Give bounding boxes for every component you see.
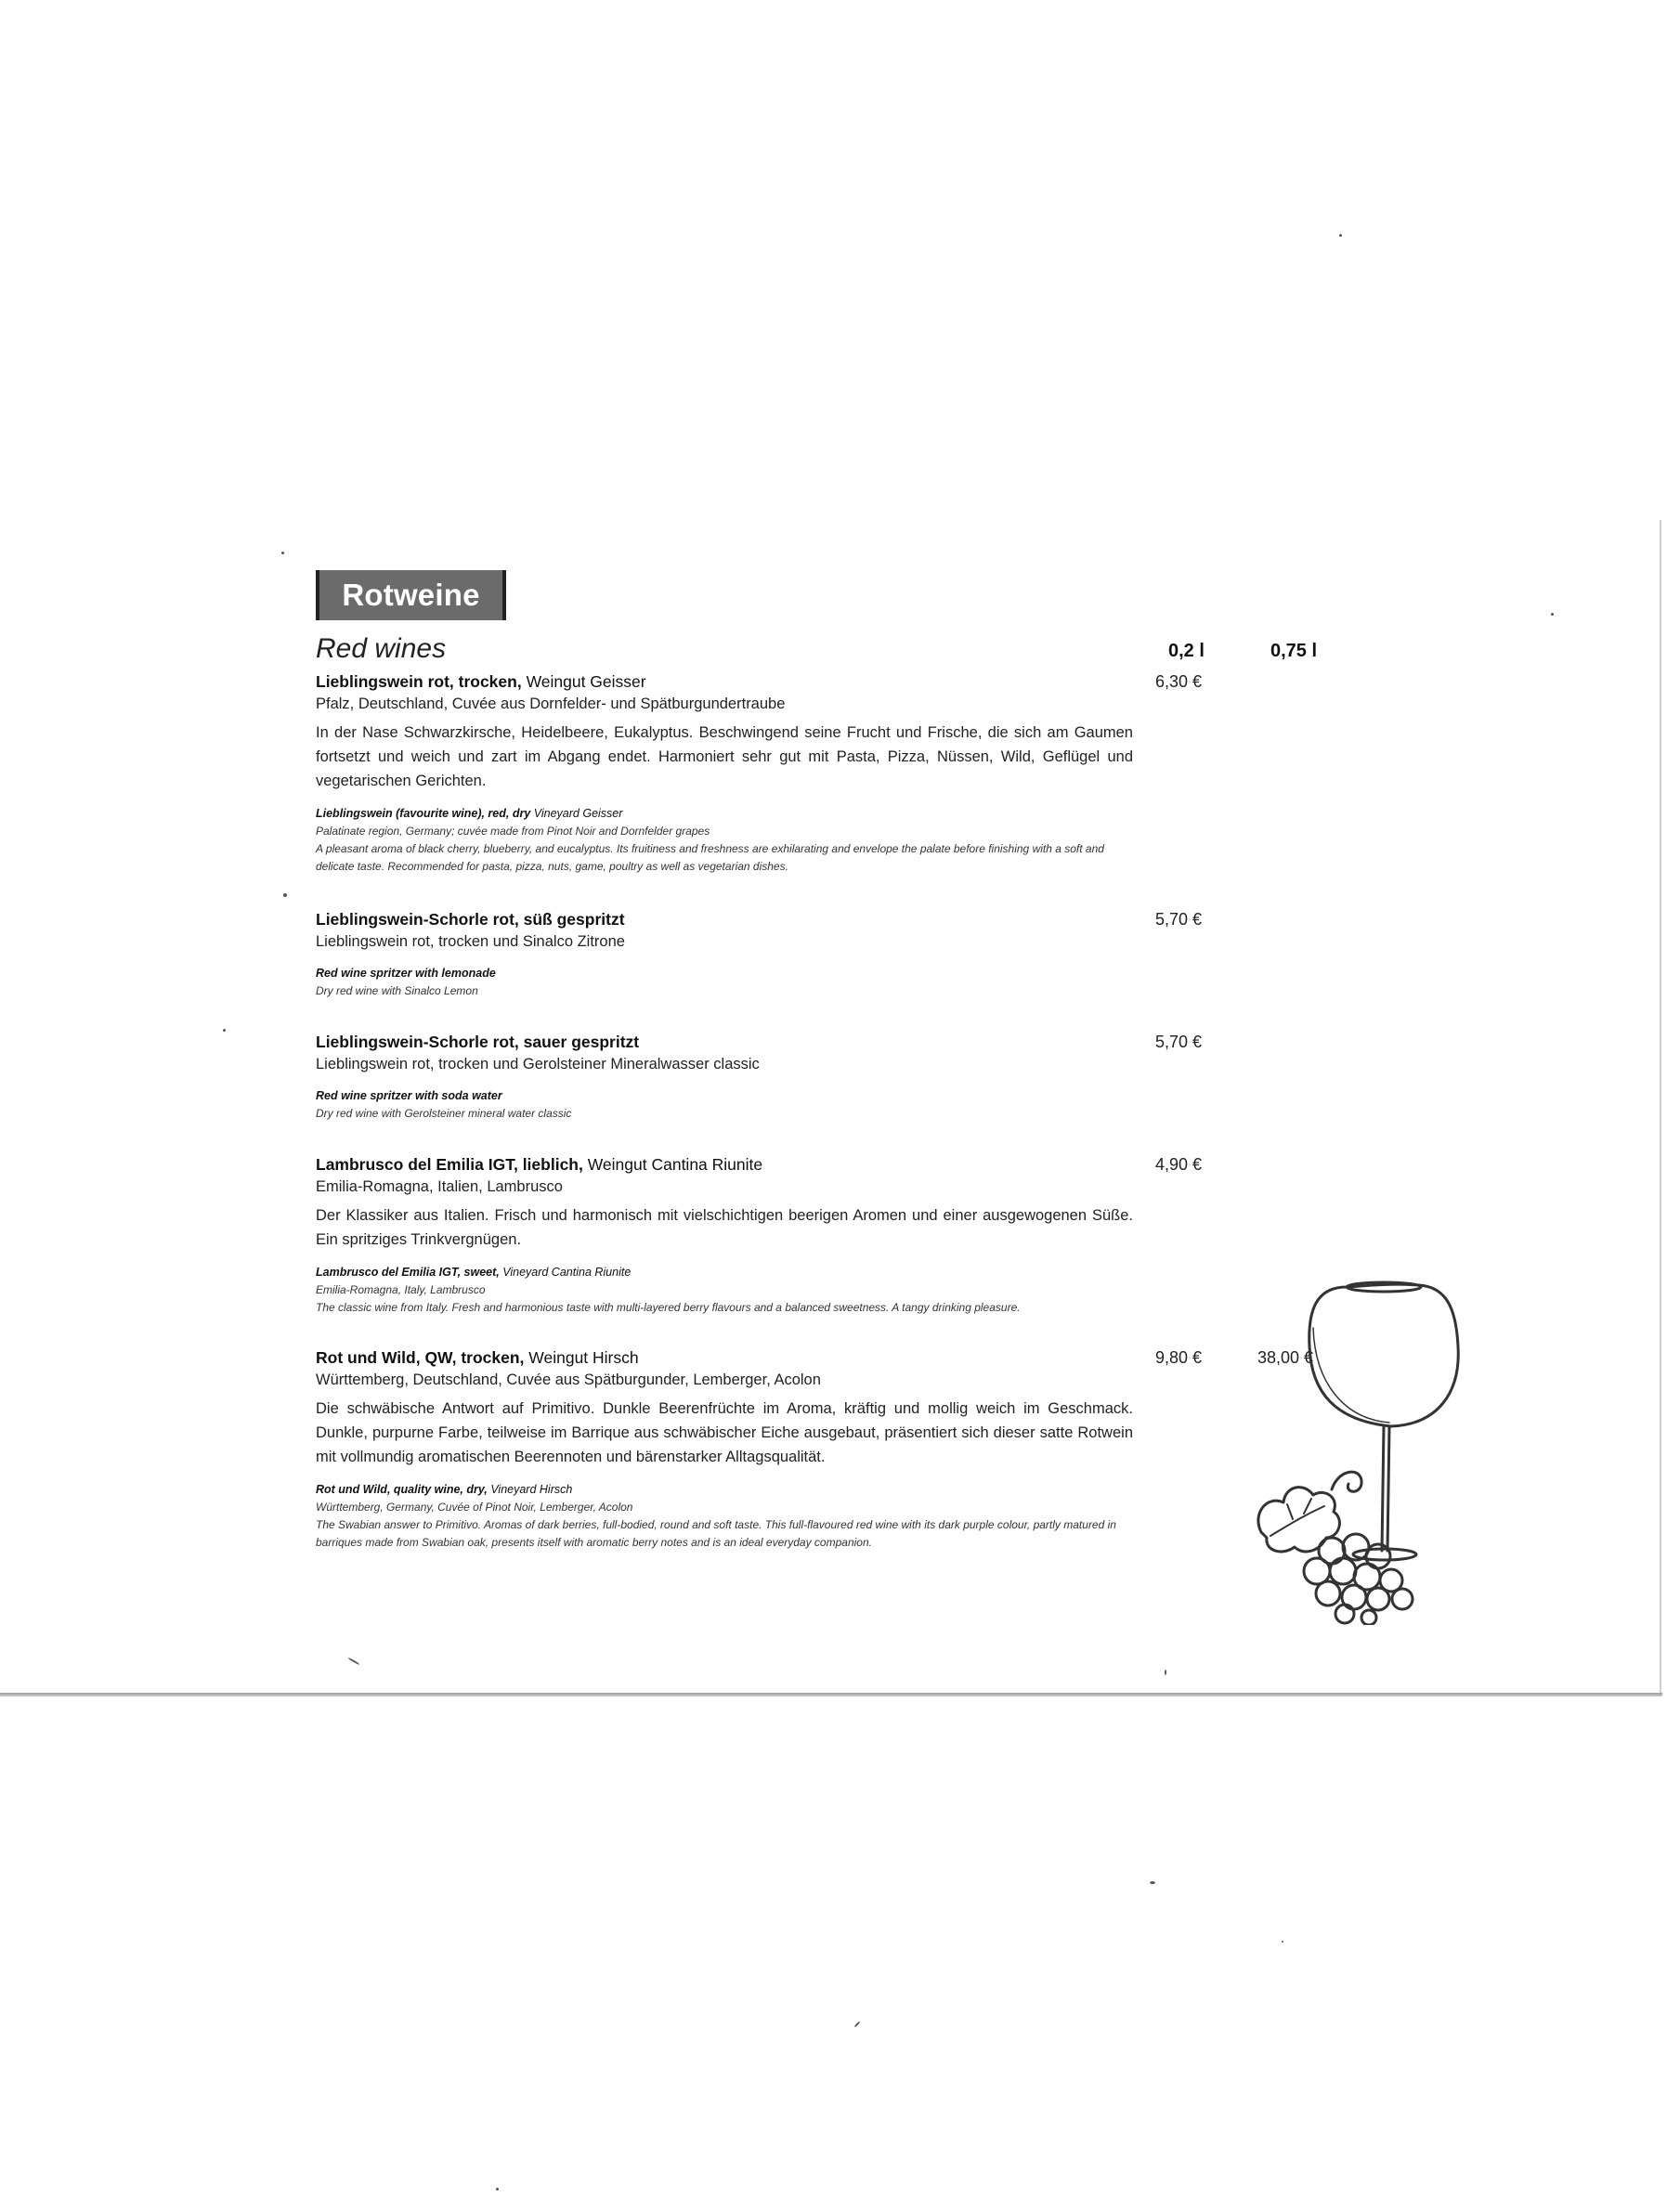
- scan-speck: [1339, 234, 1342, 237]
- scan-speck: [853, 2021, 860, 2027]
- wine-english-origin: Dry red wine with Gerolsteiner mineral water classic: [316, 1107, 572, 1120]
- wine-name: [316, 1346, 1133, 1369]
- wine-english-description: A pleasant aroma of black cherry, blueberry, and eucalyptus. Its fruitiness and freshness are exhilarating and envelope the palate before finishing with a soft and delicate taste. Recommended for pasta, pizza, nuts, game, poultry as well as vegetarian dishes.: [316, 842, 1104, 873]
- column-header-large: 0,75 l: [1270, 641, 1318, 661]
- wine-english-origin: Dry red wine with Sinalco Lemon: [316, 984, 478, 997]
- wine-name: [316, 670, 1133, 693]
- wine-name-producer: Weingut Cantina Riunite: [582, 1155, 763, 1174]
- column-header-small: 0,2 l: [1168, 641, 1205, 661]
- wine-entry: [316, 1346, 1133, 1552]
- wine-english-origin: Emilia-Romagna, Italy, Lambrusco: [316, 1283, 486, 1296]
- scan-speck: [496, 2188, 499, 2190]
- wine-entry: [316, 908, 1133, 1000]
- wine-name: [316, 1031, 1133, 1053]
- wine-description: Der Klassiker aus Italien. Frisch und harmonisch mit vielschichtigen beerigen Aromen und einer ausgewogenen Süße. Ein spritziges Trinkvergnügen.: [316, 1207, 1133, 1248]
- wine-name: [316, 1153, 1133, 1176]
- wine-english-block: [316, 1263, 1133, 1317]
- page-edge-bottom: [0, 1693, 1662, 1696]
- price-small: 5,70 €: [1155, 910, 1203, 929]
- wine-english-block: [316, 804, 1133, 876]
- wine-english-name: [316, 964, 1133, 982]
- wine-description: In der Nase Schwarzkirsche, Heidelbeere, Eukalyptus. Beschwingend seine Frucht und Frische, die sich am Gaumen fortsetzt und weich und zart im Abgang endet. Harmoniert sehr gut mit Pasta, Pizza, Nüssen, Wild, Geflügel und vegetarischen Gerichten.: [316, 724, 1133, 789]
- wine-entry: [316, 1031, 1133, 1123]
- wine-glass-grapes-icon: [1243, 1272, 1465, 1625]
- wine-name-producer: Weingut Hirsch: [524, 1348, 639, 1367]
- scan-speck: [281, 552, 284, 554]
- price-small: 9,80 €: [1155, 1348, 1203, 1367]
- section-subtitle: Red wines: [316, 633, 447, 664]
- wine-english-origin: Württemberg, Germany, Cuvée of Pinot Noir, Lemberger, Acolon: [316, 1501, 633, 1514]
- wine-origin: Lieblingswein rot, trocken und Gerolsteiner Mineralwasser classic: [316, 1056, 760, 1072]
- wine-english-name: [316, 1263, 1133, 1281]
- wine-name-bold: Lambrusco del Emilia IGT, lieblich,: [316, 1155, 583, 1174]
- scan-speck: [283, 893, 287, 897]
- wine-english-name: [316, 804, 1133, 823]
- wine-english-name-bold: Red wine spritzer with lemonade: [316, 967, 496, 980]
- wine-english-description: The classic wine from Italy. Fresh and harmonious taste with multi-layered berry flavours and a balanced sweetness. A tangy drinking pleasure.: [316, 1301, 1021, 1314]
- price-small: 4,90 €: [1155, 1155, 1203, 1174]
- wine-english-name-bold: Rot und Wild, quality wine, dry,: [316, 1483, 488, 1496]
- wine-origin: Emilia-Romagna, Italien, Lambrusco: [316, 1178, 563, 1195]
- wine-entry: [316, 1153, 1133, 1317]
- price-small: 5,70 €: [1155, 1033, 1203, 1051]
- wine-entry: [316, 670, 1133, 876]
- wine-english-description: The Swabian answer to Primitivo. Aromas of dark berries, full-bodied, round and soft taste. This full-flavoured red wine with its dark purple colour, partly matured in barriques made from Swabian oak, presents itself with aromatic berry notes and is an ideal everyday companion.: [316, 1518, 1116, 1549]
- wine-name-bold: Rot und Wild, QW, trocken,: [316, 1348, 525, 1367]
- wine-english-name-bold: Lambrusco del Emilia IGT, sweet,: [316, 1266, 500, 1279]
- wine-english-name: [316, 1086, 1133, 1105]
- scan-speck: [347, 1658, 359, 1666]
- wine-english-origin: Palatinate region, Germany; cuvée made from Pinot Noir and Dornfelder grapes: [316, 825, 710, 838]
- wine-description: Die schwäbische Antwort auf Primitivo. Dunkle Beerenfrüchte im Aroma, kräftig und mollig weich im Geschmack. Dunkle, purpurne Farbe, teilweise im Barrique aus schwäbischer Eiche ausgebaut, präsentiert sich dieser satte Rotwein mit vollmundig aromatischen Beerennoten und bärenstarker Alltagsqualität.: [316, 1400, 1133, 1465]
- wine-english-producer: Vineyard Hirsch: [487, 1483, 573, 1496]
- scan-speck: [1551, 613, 1554, 616]
- scan-speck: [223, 1029, 226, 1032]
- wine-name-bold: Lieblingswein rot, trocken,: [316, 672, 522, 691]
- wine-origin: Württemberg, Deutschland, Cuvée aus Spätburgunder, Lemberger, Acolon: [316, 1372, 821, 1388]
- wine-english-producer: Vineyard Cantina Riunite: [499, 1266, 632, 1279]
- wine-name-bold: Lieblingswein-Schorle rot, süß gespritzt: [316, 910, 625, 929]
- wine-english-block: [316, 1480, 1133, 1552]
- wine-english-name-bold: Red wine spritzer with soda water: [316, 1089, 502, 1102]
- wine-origin: Pfalz, Deutschland, Cuvée aus Dornfelder- und Spätburgundertraube: [316, 696, 786, 712]
- wine-english-name-bold: Lieblingswein (favourite wine), red, dry: [316, 807, 531, 820]
- price-large: 38,00 €: [1257, 1348, 1314, 1367]
- wine-name-producer: Weingut Geisser: [521, 672, 646, 691]
- price-small: 6,30 €: [1155, 672, 1203, 691]
- wine-english-block: [316, 1086, 1133, 1123]
- wine-name: [316, 908, 1133, 930]
- wine-english-block: [316, 964, 1133, 1000]
- wine-english-name: [316, 1480, 1133, 1499]
- wine-english-producer: Vineyard Geisser: [530, 807, 623, 820]
- section-title: Rotweine: [316, 570, 506, 620]
- page-edge-right: [1660, 520, 1661, 1695]
- scan-speck: [1282, 1941, 1283, 1943]
- scan-speck: [1150, 1881, 1155, 1884]
- wine-origin: Lieblingswein rot, trocken und Sinalco Zitrone: [316, 933, 625, 950]
- scan-speck: [1165, 1670, 1166, 1675]
- wine-name-bold: Lieblingswein-Schorle rot, sauer gespritzt: [316, 1033, 640, 1051]
